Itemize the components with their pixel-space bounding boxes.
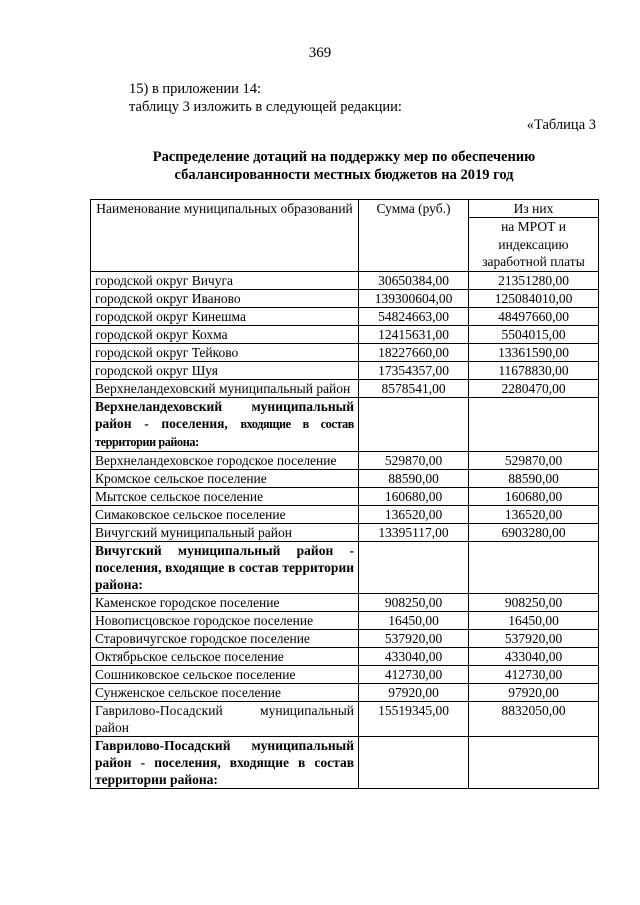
header-name: Наименование муниципальных образований bbox=[91, 200, 359, 272]
cell-name: Верхнеландеховский муниципальный район bbox=[91, 379, 359, 397]
cell-mrot: 136520,00 bbox=[469, 505, 599, 523]
cell-name: Новописцовское городское поселение bbox=[91, 611, 359, 629]
cell-name: Симаковское сельское поселение bbox=[91, 505, 359, 523]
subsidies-table bbox=[90, 199, 599, 789]
cell-sum: 537920,00 bbox=[359, 629, 469, 647]
cell-name: Гаврилово-Посадский муниципальный район - поселения, входящие в состав территории района: bbox=[91, 736, 359, 788]
cell-name: городской округ Иваново bbox=[91, 289, 359, 307]
cell-sum: 18227660,00 bbox=[359, 343, 469, 361]
document-title bbox=[90, 148, 598, 184]
cell-name: Гаврилово-Посадский муниципальный район bbox=[91, 701, 359, 736]
cell-sum: 13395117,00 bbox=[359, 523, 469, 541]
table-row bbox=[91, 593, 599, 611]
cell-mrot: 13361590,00 bbox=[469, 343, 599, 361]
table-row bbox=[91, 523, 599, 541]
cell-mrot: 16450,00 bbox=[469, 611, 599, 629]
header-mrot: на МРОТ и индексацию заработной платы bbox=[469, 218, 599, 272]
cell-mrot: 48497660,00 bbox=[469, 307, 599, 325]
cell-sum: 433040,00 bbox=[359, 647, 469, 665]
table-row bbox=[91, 343, 599, 361]
table-row bbox=[91, 683, 599, 701]
cell-name: Верхнеландеховское городское поселение bbox=[91, 451, 359, 469]
cell-sum: 15519345,00 bbox=[359, 701, 469, 736]
cell-name: Вичугский муниципальный район - поселения, входящие в состав территории района: bbox=[91, 541, 359, 593]
cell-mrot: 8832050,00 bbox=[469, 701, 599, 736]
cell-mrot: 529870,00 bbox=[469, 451, 599, 469]
cell-mrot: 433040,00 bbox=[469, 647, 599, 665]
table-label: «Таблица 3 bbox=[526, 117, 596, 133]
cell-name: Мытское сельское поселение bbox=[91, 487, 359, 505]
cell-mrot: 97920,00 bbox=[469, 683, 599, 701]
table-row bbox=[91, 361, 599, 379]
cell-name: городской округ Вичуга bbox=[91, 271, 359, 289]
cell-sum: 97920,00 bbox=[359, 683, 469, 701]
cell-name: Сунженское сельское поселение bbox=[91, 683, 359, 701]
cell-mrot bbox=[469, 397, 599, 451]
cell-sum: 16450,00 bbox=[359, 611, 469, 629]
cell-sum: 30650384,00 bbox=[359, 271, 469, 289]
cell-mrot: 908250,00 bbox=[469, 593, 599, 611]
cell-mrot: 160680,00 bbox=[469, 487, 599, 505]
table-row bbox=[91, 736, 599, 788]
header-sum: Сумма (руб.) bbox=[359, 200, 469, 272]
table-row bbox=[91, 397, 599, 451]
table-row bbox=[91, 629, 599, 647]
table-row bbox=[91, 647, 599, 665]
cell-sum bbox=[359, 736, 469, 788]
cell-sum: 412730,00 bbox=[359, 665, 469, 683]
cell-sum: 8578541,00 bbox=[359, 379, 469, 397]
table-row bbox=[91, 271, 599, 289]
cell-mrot: 412730,00 bbox=[469, 665, 599, 683]
table-row bbox=[91, 307, 599, 325]
table-row bbox=[91, 541, 599, 593]
cell-sum bbox=[359, 397, 469, 451]
cell-mrot: 5504015,00 bbox=[469, 325, 599, 343]
table-row bbox=[91, 665, 599, 683]
cell-sum: 88590,00 bbox=[359, 469, 469, 487]
cell-name: городской округ Шуя bbox=[91, 361, 359, 379]
cell-sum: 908250,00 bbox=[359, 593, 469, 611]
table-row bbox=[91, 487, 599, 505]
table-row bbox=[91, 379, 599, 397]
table-body bbox=[91, 271, 599, 788]
cell-name: Вичугский муниципальный район bbox=[91, 523, 359, 541]
intro-line-1: 15) в приложении 14: bbox=[129, 81, 262, 97]
cell-sum: 17354357,00 bbox=[359, 361, 469, 379]
cell-mrot bbox=[469, 541, 599, 593]
cell-name: Октябрьское сельское поселение bbox=[91, 647, 359, 665]
cell-sum: 12415631,00 bbox=[359, 325, 469, 343]
cell-name: Каменское городское поселение bbox=[91, 593, 359, 611]
table-row bbox=[91, 289, 599, 307]
title-line-1: Распределение дотаций на поддержку мер по обеспечению bbox=[152, 149, 536, 165]
cell-sum: 139300604,00 bbox=[359, 289, 469, 307]
cell-name-part-condensed: входящие в состав территории района: bbox=[95, 416, 354, 449]
table-header-row bbox=[91, 200, 599, 218]
table-row bbox=[91, 701, 599, 736]
cell-mrot bbox=[469, 736, 599, 788]
cell-name: городской округ Тейково bbox=[91, 343, 359, 361]
table-row bbox=[91, 469, 599, 487]
cell-sum: 160680,00 bbox=[359, 487, 469, 505]
cell-sum bbox=[359, 541, 469, 593]
cell-mrot: 2280470,00 bbox=[469, 379, 599, 397]
table-row bbox=[91, 611, 599, 629]
cell-name: Сошниковское сельское поселение bbox=[91, 665, 359, 683]
cell-name: городской округ Кинешма bbox=[91, 307, 359, 325]
cell-mrot: 21351280,00 bbox=[469, 271, 599, 289]
cell-sum: 136520,00 bbox=[359, 505, 469, 523]
cell-name bbox=[91, 397, 359, 451]
cell-mrot: 537920,00 bbox=[469, 629, 599, 647]
table-row bbox=[91, 505, 599, 523]
title-line-2: сбалансированности местных бюджетов на 2019 год bbox=[174, 167, 514, 183]
cell-name-part: Верхнеландеховский муниципальный район - поселения, bbox=[95, 398, 354, 431]
cell-sum: 54824663,00 bbox=[359, 307, 469, 325]
cell-sum: 529870,00 bbox=[359, 451, 469, 469]
intro-line-2: таблицу 3 изложить в следующей редакции: bbox=[129, 99, 402, 115]
cell-mrot: 125084010,00 bbox=[469, 289, 599, 307]
cell-name: Старовичугское городское поселение bbox=[91, 629, 359, 647]
page-number: 369 bbox=[308, 45, 332, 61]
cell-name: городской округ Кохма bbox=[91, 325, 359, 343]
header-of-them: Из них bbox=[469, 200, 599, 218]
cell-mrot: 11678830,00 bbox=[469, 361, 599, 379]
cell-name: Кромское сельское поселение bbox=[91, 469, 359, 487]
table-row bbox=[91, 325, 599, 343]
cell-mrot: 88590,00 bbox=[469, 469, 599, 487]
table-row bbox=[91, 451, 599, 469]
cell-mrot: 6903280,00 bbox=[469, 523, 599, 541]
